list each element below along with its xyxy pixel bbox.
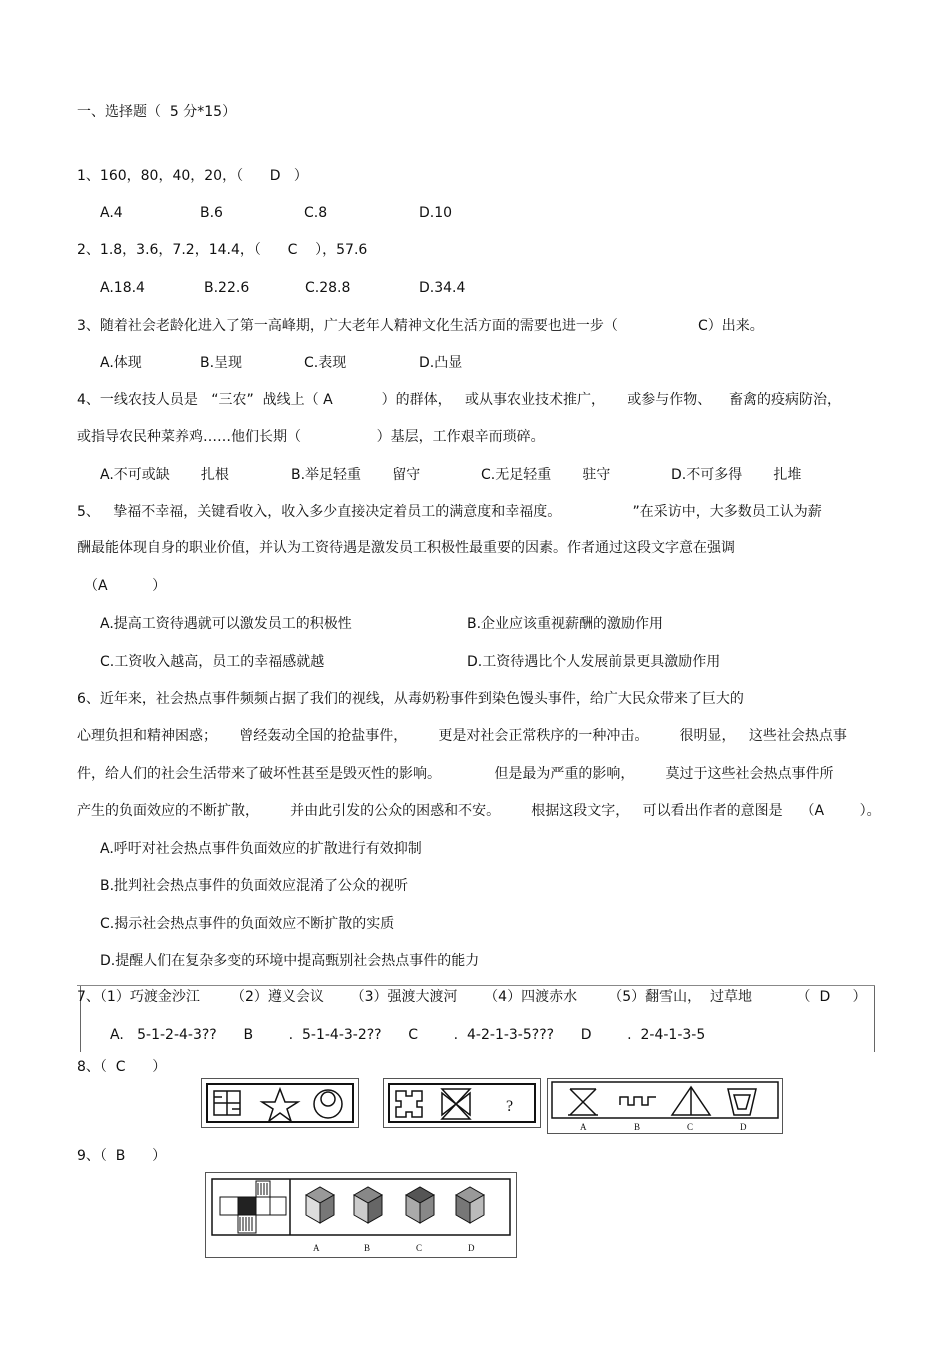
question-6-option-c: C.揭示社会热点事件的负面效应不断扩散的实质 [100,916,395,932]
grid-glyph-shape [214,1091,240,1115]
question-4-line-1: 4、一线农技人员是 “三农” 战线上（ A ）的群体， 或从事农业技术推广， 或参与作物、 畜禽的疫病防治， [77,392,842,408]
question-5-option-c: C.工资收入越高，员工的幸福感就越 [100,654,325,670]
choice-label-c: C [687,1122,694,1132]
question-6-option-d: D.提醒人们在复杂多变的环境中提高甄别社会热点事件的能力 [100,953,480,969]
star-shape [262,1089,298,1121]
question-7-top-rule [77,985,875,986]
choice-label-b: B [634,1122,641,1132]
question-3-stem: 3、随着社会老龄化进入了第一高峰期，广大老年人精神文化生活方面的需要也进一步（ C）出来。 [77,318,764,334]
choice-c-shape [672,1087,710,1115]
question-2-stem: 2、1.8，3.6，7.2，14.4，（ C ），57.6 [77,242,368,258]
cube-choice-c [406,1187,434,1223]
section-title: 一、选择题（ 5 分*15） [77,104,237,120]
question-6-line-3: 件，给人们的社会生活带来了破坏性甚至是毁灭性的影响。 但是最为严重的影响， 莫过于这些社会热点事件所 [77,766,834,782]
question-5-option-d: D.工资待遇比个人发展前景更具激励作用 [467,654,721,670]
question-3-option-b: B.呈现 [200,355,243,371]
choice-label-d: D [740,1122,747,1132]
question-5-line-2: 酬最能体现自身的职业价值，并认为工资待遇是激发员工积极性最重要的因素。作者通过这段文字意在强调 [77,540,735,556]
question-6-line-2: 心理负担和精神困惑； 曾经轰动全国的抢盐事件， 更是对社会正常秩序的一种冲击。 很明显， 这些社会热点事 [77,728,847,744]
question-5-option-b: B.企业应该重视薪酬的激励作用 [467,616,664,632]
figure-8-sequence-2-shapes [384,1079,540,1127]
question-3-option-d: D.凸显 [419,355,463,371]
question-6-option-b: B.批判社会热点事件的负面效应混淆了公众的视听 [100,878,409,894]
cube-label-c: C [416,1243,423,1253]
cube-choice-b [354,1187,382,1223]
cross-puzzle-shape [396,1091,422,1117]
question-3-option-c: C.表现 [304,355,347,371]
question-7-options: A. 5-1-2-4-3?? B . 5-1-4-3-2?? C . 4-2-1-3-5??? D . 2-4-1-3-5 [110,1027,706,1043]
question-6-line-4: 产生的负面效应的不断扩散， 并由此引发的公众的困惑和不安。 根据这段文字， 可以看出作者的意图是 （A ）。 [77,803,881,819]
circle-shape [314,1090,342,1118]
question-6-option-a: A.呼吁对社会热点事件负面效应的扩散进行有效抑制 [100,841,422,857]
question-4-option-c: C.无足轻重 驻守 [481,467,611,483]
question-9-stem: 9、（ B ） [77,1148,167,1164]
question-2-option-c: C.28.8 [305,280,351,296]
question-5-option-a: A.提高工资待遇就可以激发员工的积极性 [100,616,352,632]
choice-d-shape [728,1089,756,1115]
figure-8-sequence-2 [383,1078,541,1128]
question-1-option-c: C.8 [304,205,328,221]
cube-net-shape [220,1181,286,1233]
question-8-stem: 8、（ C ） [77,1059,167,1075]
bowtie-shape [442,1089,470,1119]
question-5-line-1: 5、 挚福不幸福，关键看收入，收入多少直接决定着员工的满意度和幸福度。 ”在采访中，大多数员工认为薪 [77,504,822,520]
question-4-option-b: B.举足轻重 留守 [291,467,421,483]
question-4-line-2: 或指导农民种菜养鸡……他们长期（ ）基层，工作艰辛而琐碎。 [77,429,545,445]
question-mark-glyph: ? [506,1098,514,1115]
choice-b-shape [620,1097,656,1105]
question-7-stem: 7、（1）巧渡金沙江 （2）遵义会议 （3）强渡大渡河 （4）四渡赤水 （5）翻雪山， 过草地 （ D ） [77,989,867,1005]
figure-8-sequence-1-shapes [202,1079,358,1127]
cube-label-b: B [364,1243,371,1253]
question-2-option-b: B.22.6 [204,280,250,296]
figure-8-sequence-1 [201,1078,359,1128]
cube-label-a: A [313,1243,320,1253]
figure-9 [205,1172,517,1258]
question-7-right-rule [874,986,875,1052]
question-3-option-a: A.体现 [100,355,142,371]
choice-a-shape [568,1089,598,1115]
question-2-option-d: D.34.4 [419,280,466,296]
question-1-option-a: A.4 [100,205,123,221]
question-1-option-b: B.6 [200,205,223,221]
question-6-line-1: 6、近年来，社会热点事件频频占据了我们的视线，从毒奶粉事件到染色馒头事件，给广大民众带来了巨大的 [77,691,744,707]
question-2-option-a: A.18.4 [100,280,145,296]
question-4-option-d: D.不可多得 扎堆 [671,467,802,483]
question-4-option-a: A.不可或缺 扎根 [100,467,229,483]
figure-9-shapes [206,1173,516,1257]
choice-label-a: A [580,1122,587,1132]
question-1-option-d: D.10 [419,205,453,221]
cube-choice-a [306,1187,334,1223]
question-1-stem: 1、160，80，40，20，（ D ） [77,168,308,184]
question-5-line-3: （A ） [84,578,167,594]
figure-8-choices [547,1078,783,1134]
cube-label-d: D [468,1243,475,1253]
cube-choice-d [456,1187,484,1223]
figure-8-choices-shapes [548,1079,782,1133]
